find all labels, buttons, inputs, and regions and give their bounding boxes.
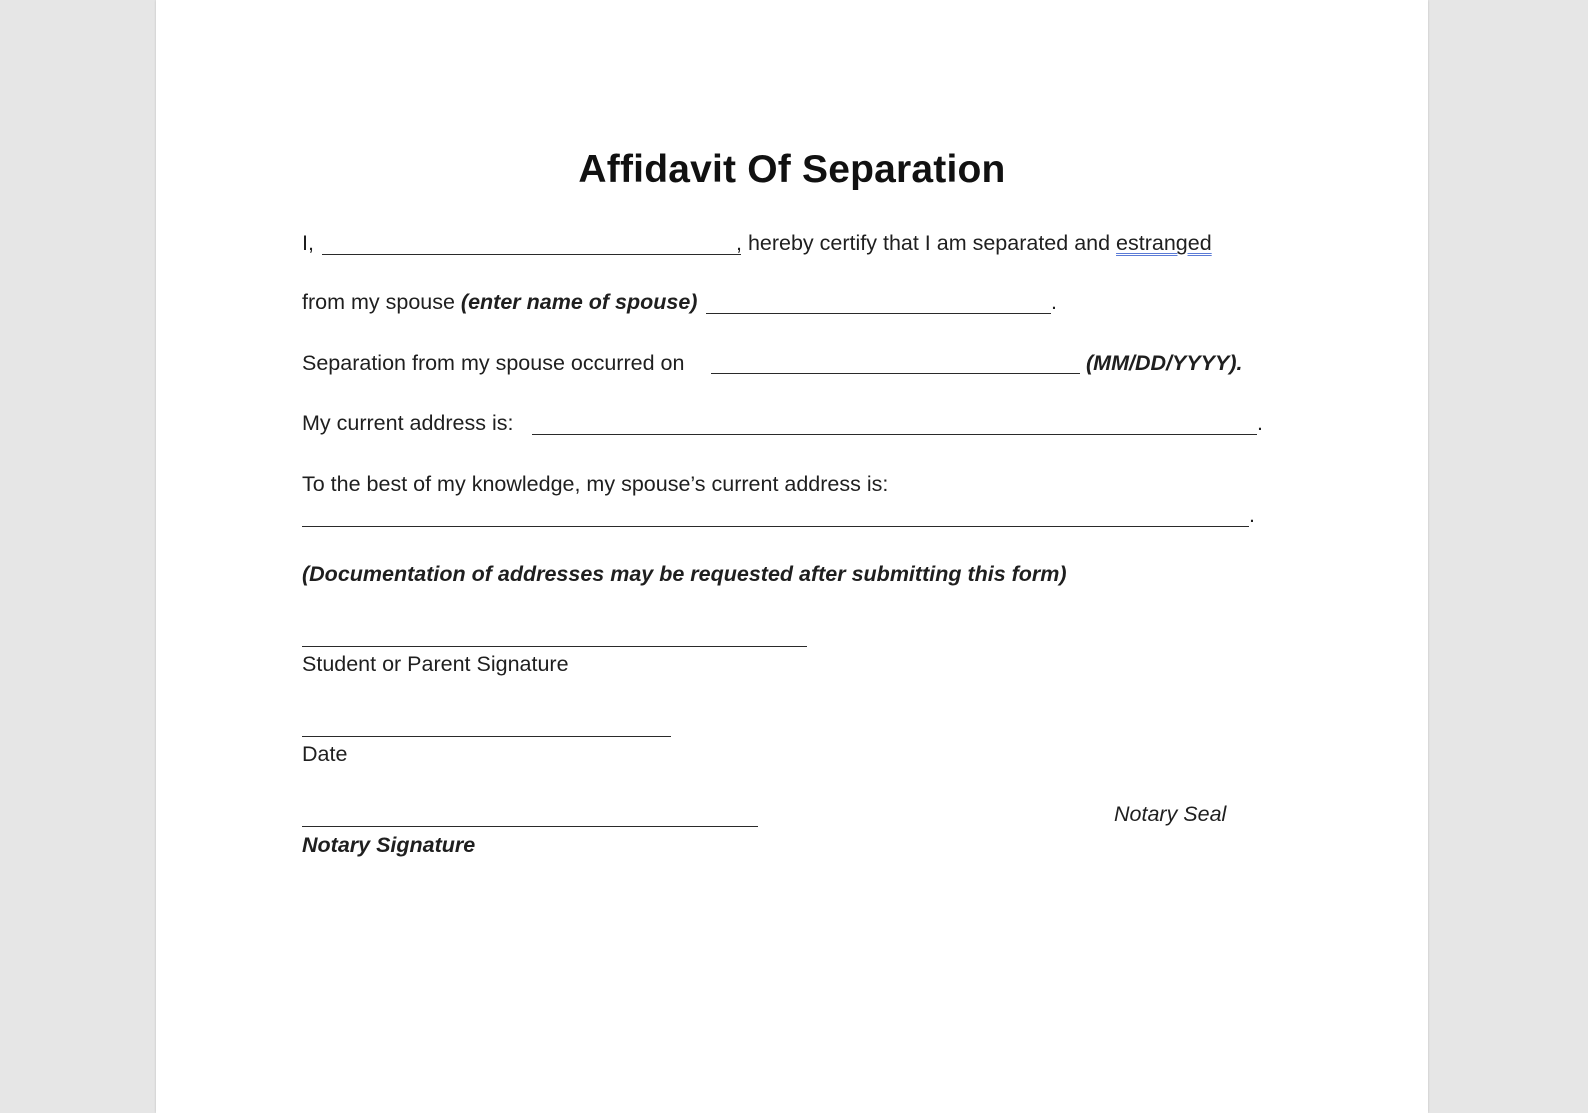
- spouse-name-blank[interactable]: [706, 313, 1051, 314]
- notary-signature-line[interactable]: [302, 826, 758, 827]
- notary-seal-label: Notary Seal: [1114, 802, 1227, 826]
- line1-text: [736, 229, 1212, 257]
- name-blank[interactable]: [322, 254, 741, 255]
- line5-text: To the best of my knowledge, my spouse’s current address is:: [302, 472, 889, 496]
- line5-suffix: .: [1249, 503, 1255, 527]
- line2-text: [302, 288, 697, 316]
- line4-prefix: My current address is:: [302, 411, 514, 435]
- line1-middle: , hereby certify that I am separated and: [736, 231, 1117, 255]
- line2-suffix: .: [1051, 290, 1057, 314]
- line2-prefix: from my spouse: [302, 290, 461, 314]
- document-title: Affidavit Of Separation: [578, 148, 1006, 191]
- document-page: [156, 0, 1428, 1113]
- spouse-name-hint: (enter name of spouse): [460, 290, 698, 314]
- spouse-address-blank[interactable]: [302, 526, 1249, 527]
- student-parent-signature-label: Student or Parent Signature: [302, 652, 569, 676]
- line4-suffix: .: [1257, 411, 1263, 435]
- documentation-note: (Documentation of addresses may be requested after submitting this form): [302, 562, 1067, 586]
- line3-prefix: Separation from my spouse occurred on: [302, 351, 685, 375]
- separation-date-blank[interactable]: [711, 373, 1080, 374]
- date-label: Date: [302, 742, 348, 766]
- date-format-hint: (MM/DD/YYYY).: [1086, 351, 1243, 375]
- student-parent-signature-line[interactable]: [302, 646, 807, 647]
- date-signature-line[interactable]: [302, 736, 671, 737]
- current-address-blank[interactable]: [532, 434, 1257, 435]
- line1-prefix: I,: [302, 231, 314, 255]
- spellcheck-flagged-word[interactable]: estranged: [1116, 231, 1212, 255]
- notary-signature-label: Notary Signature: [302, 833, 476, 857]
